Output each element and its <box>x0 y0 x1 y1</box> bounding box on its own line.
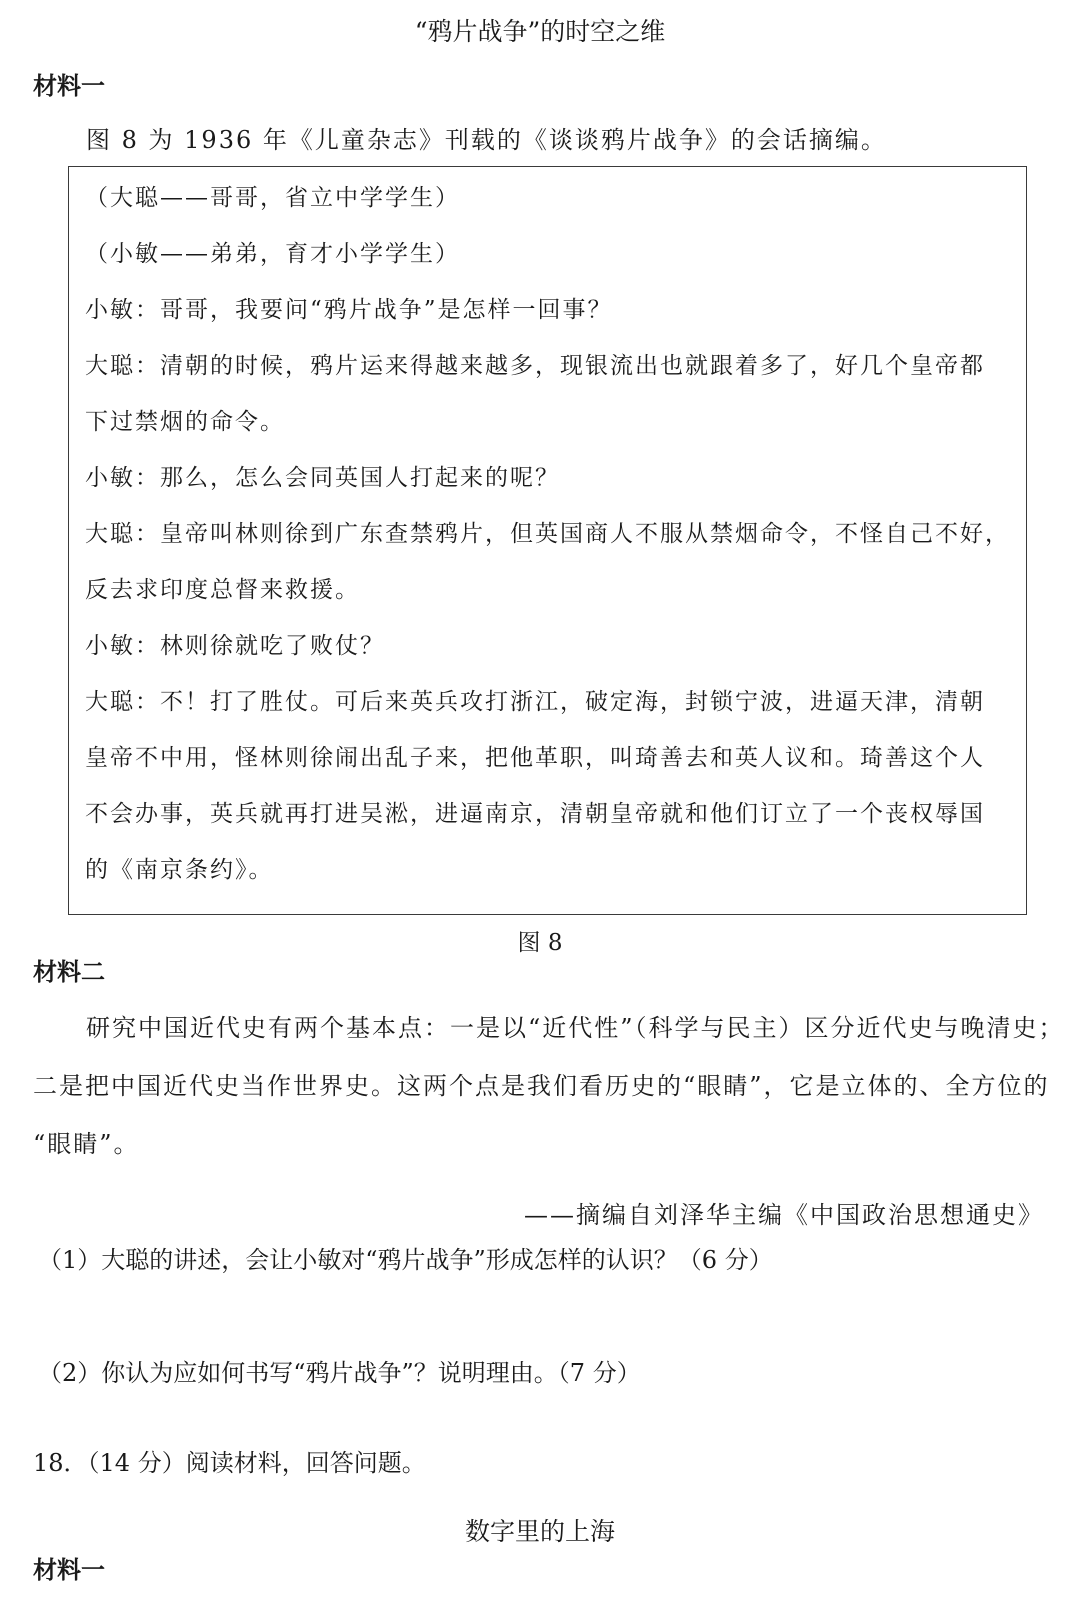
material-two-line: 二是把中国近代史当作世界史。这两个点是我们看历史的“眼睛”，它是立体的、全方位的 <box>33 1072 1050 1100</box>
dialogue-line: 小敏：哥哥，我要问“鸦片战争”是怎样一回事？ <box>85 297 613 323</box>
dialogue-line: 皇帝不中用，怪林则徐闹出乱子来，把他革职，叫琦善去和英人议和。琦善这个人 <box>85 745 985 771</box>
section-subtitle: 数字里的上海 <box>464 1517 615 1546</box>
section-title: “鸦片战争”的时空之维 <box>414 17 666 46</box>
dialogue-line: 下过禁烟的命令。 <box>85 409 285 435</box>
question-18: 18．（14 分）阅读材料，回答问题。 <box>33 1449 426 1477</box>
dialogue-line: 大聪：清朝的时候，鸦片运来得越来越多，现银流出也就跟着多了，好几个皇帝都 <box>85 353 985 379</box>
next-material-heading: 材料一 <box>33 1556 105 1584</box>
material-one-intro: 图 8 为 1936 年《儿童杂志》刊载的《谈谈鸦片战争》的会话摘编。 <box>86 126 887 154</box>
dialogue-line: 的《南京条约》。 <box>85 857 274 883</box>
question-2: （2）你认为应如何书写“鸦片战争”？说明理由。（7 分） <box>38 1359 641 1387</box>
dialogue-line: 小敏：那么，怎么会同英国人打起来的呢？ <box>85 465 560 491</box>
question-1: （1）大聪的讲述，会让小敏对“鸦片战争”形成怎样的认识？（6 分） <box>38 1246 773 1274</box>
dialogue-line: （大聪——哥哥，省立中学学生） <box>85 185 460 211</box>
material-one-heading: 材料一 <box>33 72 105 100</box>
source-citation: ——摘编自刘泽华主编《中国政治思想通史》 <box>524 1201 1044 1229</box>
figure-caption: 图 8 <box>517 930 563 956</box>
dialogue-line: 大聪：皇帝叫林则徐到广东查禁鸦片，但英国商人不服从禁烟命令，不怪自己不好， <box>85 521 1010 547</box>
dialogue-line: 不会办事，英兵就再打进吴淞，进逼南京，清朝皇帝就和他们订立了一个丧权辱国 <box>85 801 985 827</box>
material-two-heading: 材料二 <box>33 958 105 986</box>
dialogue-line: 大聪：不！打了胜仗。可后来英兵攻打浙江，破定海，封锁宁波，进逼天津，清朝 <box>85 689 985 715</box>
dialogue-line: （小敏——弟弟，育才小学学生） <box>85 241 460 267</box>
dialogue-line: 反去求印度总督来救援。 <box>85 577 360 603</box>
dialogue-box <box>68 166 1027 915</box>
material-two-line: 研究中国近代史有两个基本点：一是以“近代性”（科学与民主）区分近代史与晚清史； <box>86 1014 1065 1042</box>
dialogue-line: 小敏：林则徐就吃了败仗？ <box>85 633 385 659</box>
material-two-line: “眼睛”。 <box>33 1130 140 1158</box>
